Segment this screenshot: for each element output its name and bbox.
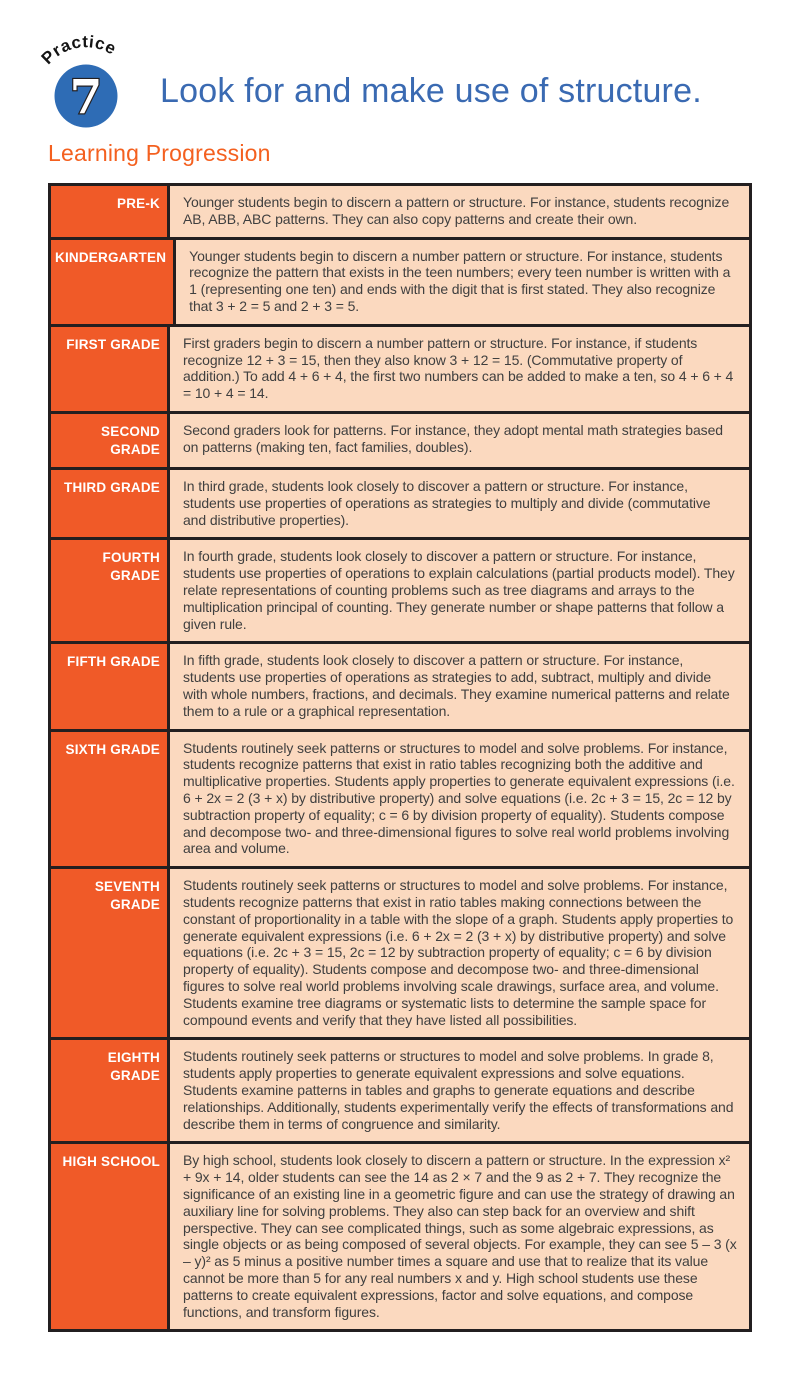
learning-progression-table <box>48 183 752 1332</box>
grade-description: Students routinely seek patterns or structures to model and solve problems. In grade 8, students apply properties to generate equivalent expressions and solve equations. Students examine patterns in tables and graphs to generate equations and describe relationships. Additionally, students experimentally verify the effects of transformations and describe them in terms of congruence and similarity. <box>170 1040 749 1141</box>
table-row <box>51 729 749 867</box>
grade-label: FIFTH GRADE <box>51 644 170 728</box>
table-row <box>51 237 749 324</box>
grade-description: Younger students begin to discern a number pattern or structure. For instance, students recognize the pattern that exists in the teen numbers; every teen number is written with a 1 (representing one ten) and ends with the digit that is first stated. They also recognize that 3 + 2 = 5 and 2 + 3 = 5. <box>176 240 749 324</box>
grade-description: Younger students begin to discern a pattern or structure. For instance, students recognize AB, ABB, ABC patterns. They can also copy patterns and create their own. <box>170 186 749 237</box>
section-heading: Learning Progression <box>48 140 271 166</box>
grade-label: FOURTH GRADE <box>51 540 170 641</box>
grade-label: EIGHTH GRADE <box>51 1040 170 1141</box>
grade-description: In fifth grade, students look closely to discover a pattern or structure. For instance, students use properties of operations as strategies to add, subtract, multiply and divide with whole numbers, fractions, and decimals. They examine numerical patterns and relate them to a rule or a graphical representation. <box>170 644 749 728</box>
grade-label: PRE-K <box>51 186 170 237</box>
badge-curved-text: Practice <box>37 32 120 68</box>
table-row <box>51 1037 749 1141</box>
table-row <box>51 186 749 237</box>
badge-number: 7 <box>69 70 103 125</box>
practice-badge <box>36 26 156 138</box>
table-row <box>51 537 749 641</box>
page-header <box>0 0 800 183</box>
grade-description: By high school, students look closely to discern a pattern or structure. In the expression x² + 9x + 14, older students can see the 14 as 2 × 7 and the 9 as 2 + 7. They recognize the significance of an existing line in a geometric figure and can use the strategy of drawing an auxiliary line for solving problems. They also can step back for an overview and shift perspective. They can see complicated things, such as some algebraic expressions, as single objects or as being composed of several objects. For example, they can see 5 – 3 (x – y)² as 5 minus a positive number times a square and use that to realize that its value cannot be more than 5 for any real numbers x and y. High school students use these patterns to create equivalent expressions, factor and solve equations, and compose functions, and transform figures. <box>170 1144 749 1329</box>
table-row <box>51 866 749 1037</box>
table-row <box>51 324 749 411</box>
grade-description: Second graders look for patterns. For instance, they adopt mental math strategies based on patterns (making ten, fact families, doubles). <box>170 414 749 467</box>
table-row <box>51 641 749 728</box>
grade-label: HIGH SCHOOL <box>51 1144 170 1329</box>
grade-label: SEVENTH GRADE <box>51 869 170 1037</box>
grade-label: KINDERGARTEN <box>51 240 176 324</box>
table-row <box>51 411 749 467</box>
table-row <box>51 467 749 537</box>
grade-description: Students routinely seek patterns or structures to model and solve problems. For instance, students recognize patterns that exist in ratio tables recognizing both the additive and multiplicative properties. Students apply properties to generate equivalent expressions (i.e. 6 + 2x = 2 (3 + x) by distributive property) and solve equations (i.e. 2c + 3 = 15, 2c = 12 by subtraction property of equality; c = 6 by division property of equality). Students compose and decompose two- and three-dimensional figures to solve real world problems involving area and volume. <box>170 732 749 867</box>
practice-badge-icon <box>36 26 156 138</box>
grade-label: SECOND GRADE <box>51 414 170 467</box>
grade-label: THIRD GRADE <box>51 470 170 537</box>
grade-description: Students routinely seek patterns or structures to model and solve problems. For instance, students recognize patterns that exist in ratio tables making connections between the constant of proportionality in a table with the slope of a graph. Students apply properties to generate equivalent expressions (i.e. 6 + 2x = 2 (3 + x) by distributive property) and solve equations (i.e. 2c + 3 = 15, 2c = 12 by subtraction property of equality; c = 6 by division property of equality). Students compose and decompose two- and three-dimensional figures to solve real world problems involving scale drawings, surface area, and volume. Students examine tree diagrams or systematic lists to determine the sample space for compound events and verify that they have listed all possibilities. <box>170 869 749 1037</box>
page-title: Look for and make use of structure. <box>160 72 702 110</box>
grade-label: SIXTH GRADE <box>51 732 170 867</box>
grade-label: FIRST GRADE <box>51 327 170 411</box>
grade-description: In third grade, students look closely to discover a pattern or structure. For instance, students use properties of operations as strategies to multiply and divide (commutative and distributive properties). <box>170 470 749 537</box>
grade-description: In fourth grade, students look closely to discover a pattern or structure. For instance, students use properties of operations to explain calculations (partial products model). They relate representations of counting problems such as tree diagrams and arrays to the multiplication principal of counting. They generate number or shape patterns that follow a given rule. <box>170 540 749 641</box>
table-row <box>51 1141 749 1329</box>
grade-description: First graders begin to discern a number pattern or structure. For instance, if students recognize 12 + 3 = 15, then they also know 3 + 12 = 15. (Commutative property of addition.) To add 4 + 6 + 4, the first two numbers can be added to make a ten, so 4 + 6 + 4 = 10 + 4 = 14. <box>170 327 749 411</box>
